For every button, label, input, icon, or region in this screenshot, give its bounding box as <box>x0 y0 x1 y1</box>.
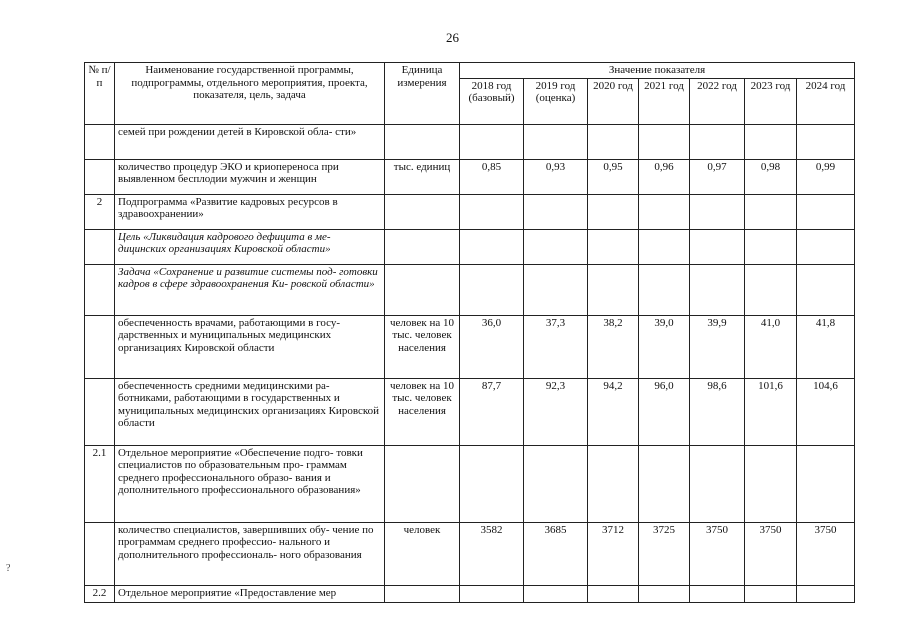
row-value <box>460 445 524 522</box>
row-num: 2 <box>85 194 115 229</box>
row-value: 41,8 <box>797 315 855 378</box>
row-name: Отдельное мероприятие «Предоставление мер <box>115 585 385 602</box>
row-name: количество процедур ЭКО и криопереноса при выявленном бесплодии мужчин и женщин <box>115 159 385 194</box>
row-unit: тыс. единиц <box>385 159 460 194</box>
row-name: обеспеченность средними медицинскими ра- ботниками, работающими в государственных и муниципальных медицинских организациях Кировской области <box>115 378 385 445</box>
row-value <box>797 445 855 522</box>
header-year: 2024 год <box>797 78 855 124</box>
table-row <box>85 315 855 378</box>
row-value: 3685 <box>524 522 588 585</box>
header-year: 2019 год (оценка) <box>524 78 588 124</box>
row-num <box>85 229 115 264</box>
row-value <box>745 445 797 522</box>
row-value: 92,3 <box>524 378 588 445</box>
row-value: 3750 <box>745 522 797 585</box>
table-row <box>85 445 855 522</box>
row-value <box>524 264 588 315</box>
margin-mark: ? <box>6 563 11 574</box>
row-value <box>460 124 524 159</box>
header-year: 2020 год <box>588 78 639 124</box>
row-value: 0,85 <box>460 159 524 194</box>
row-num <box>85 378 115 445</box>
header-year: 2021 год <box>639 78 690 124</box>
row-value <box>524 229 588 264</box>
row-unit: человек на 10 тыс. человек населения <box>385 315 460 378</box>
row-unit <box>385 445 460 522</box>
row-value: 39,0 <box>639 315 690 378</box>
row-value <box>745 229 797 264</box>
row-value <box>588 124 639 159</box>
row-value: 3712 <box>588 522 639 585</box>
row-value <box>797 229 855 264</box>
row-unit <box>385 124 460 159</box>
row-num: 2.1 <box>85 445 115 522</box>
row-value: 3725 <box>639 522 690 585</box>
row-value <box>588 194 639 229</box>
row-unit <box>385 229 460 264</box>
row-value: 36,0 <box>460 315 524 378</box>
row-unit <box>385 194 460 229</box>
row-value <box>797 194 855 229</box>
row-value <box>588 229 639 264</box>
table-row <box>85 159 855 194</box>
table-row <box>85 522 855 585</box>
row-num <box>85 522 115 585</box>
row-value: 96,0 <box>639 378 690 445</box>
row-num <box>85 315 115 378</box>
row-value <box>524 585 588 602</box>
header-year: 2022 год <box>690 78 745 124</box>
header-unit: Единица измерения <box>385 63 460 125</box>
row-value: 37,3 <box>524 315 588 378</box>
row-value <box>639 264 690 315</box>
row-value <box>639 124 690 159</box>
row-value <box>460 585 524 602</box>
row-value <box>745 124 797 159</box>
row-value: 0,96 <box>639 159 690 194</box>
row-num <box>85 264 115 315</box>
row-value <box>745 264 797 315</box>
row-value: 0,95 <box>588 159 639 194</box>
row-value: 0,93 <box>524 159 588 194</box>
row-name: Цель «Ликвидация кадрового дефицита в ме- дицинских организациях Кировской области» <box>115 229 385 264</box>
row-value: 0,98 <box>745 159 797 194</box>
row-value <box>460 194 524 229</box>
row-value: 101,6 <box>745 378 797 445</box>
row-name: обеспеченность врачами, работающими в госу- дарственных и муниципальных медицинских организациях Кировской области <box>115 315 385 378</box>
row-value <box>639 445 690 522</box>
row-name: Отдельное мероприятие «Обеспечение подго- товки специалистов по образовательным про- граммам среднего профессионального образо- вания и дополнительного профессионального образования» <box>115 445 385 522</box>
row-name: количество специалистов, завершивших обу- чение по программам среднего профессио- нального и дополнительного профессиональ- ного образования <box>115 522 385 585</box>
row-value <box>690 229 745 264</box>
row-value <box>524 194 588 229</box>
row-name: Задача «Сохранение и развитие системы под- готовки кадров в сфере здравоохранения Ки- ровской области» <box>115 264 385 315</box>
row-value: 0,99 <box>797 159 855 194</box>
row-num <box>85 124 115 159</box>
row-value <box>639 585 690 602</box>
row-value: 94,2 <box>588 378 639 445</box>
row-num: 2.2 <box>85 585 115 602</box>
row-value <box>690 124 745 159</box>
row-value <box>639 194 690 229</box>
row-value: 39,9 <box>690 315 745 378</box>
header-num: № п/п <box>85 63 115 125</box>
row-value <box>588 445 639 522</box>
row-name: Подпрограмма «Развитие кадровых ресурсов в здравоохранении» <box>115 194 385 229</box>
page-number: 26 <box>446 30 459 45</box>
table-row <box>85 229 855 264</box>
row-unit: человек <box>385 522 460 585</box>
header-value-group: Значение показателя <box>460 63 855 79</box>
row-value: 0,97 <box>690 159 745 194</box>
row-unit: человек на 10 тыс. человек населения <box>385 378 460 445</box>
table-row <box>85 378 855 445</box>
header-year: 2018 год (базовый) <box>460 78 524 124</box>
indicators-table <box>84 62 855 603</box>
row-value <box>460 229 524 264</box>
row-value <box>690 585 745 602</box>
row-value: 3750 <box>797 522 855 585</box>
row-value <box>639 229 690 264</box>
row-value <box>797 264 855 315</box>
row-value <box>797 585 855 602</box>
row-value: 41,0 <box>745 315 797 378</box>
row-value <box>524 445 588 522</box>
row-value <box>690 445 745 522</box>
row-value: 3750 <box>690 522 745 585</box>
row-value: 3582 <box>460 522 524 585</box>
row-value: 87,7 <box>460 378 524 445</box>
row-name: семей при рождении детей в Кировской обла- сти» <box>115 124 385 159</box>
table-row <box>85 124 855 159</box>
row-value <box>690 264 745 315</box>
row-value <box>797 124 855 159</box>
row-value <box>690 194 745 229</box>
table-header-row <box>85 63 855 79</box>
row-unit <box>385 585 460 602</box>
row-value <box>460 264 524 315</box>
table-row <box>85 264 855 315</box>
row-num <box>85 159 115 194</box>
header-name: Наименование государственной программы, подпрограммы, отдельного мероприятия, проекта, показателя, цель, задача <box>115 63 385 125</box>
row-value <box>745 585 797 602</box>
row-value: 98,6 <box>690 378 745 445</box>
row-value <box>745 194 797 229</box>
row-value <box>588 264 639 315</box>
table-row <box>85 585 855 602</box>
header-year: 2023 год <box>745 78 797 124</box>
row-value: 38,2 <box>588 315 639 378</box>
row-value <box>524 124 588 159</box>
row-value: 104,6 <box>797 378 855 445</box>
row-unit <box>385 264 460 315</box>
table-row <box>85 194 855 229</box>
row-value <box>588 585 639 602</box>
